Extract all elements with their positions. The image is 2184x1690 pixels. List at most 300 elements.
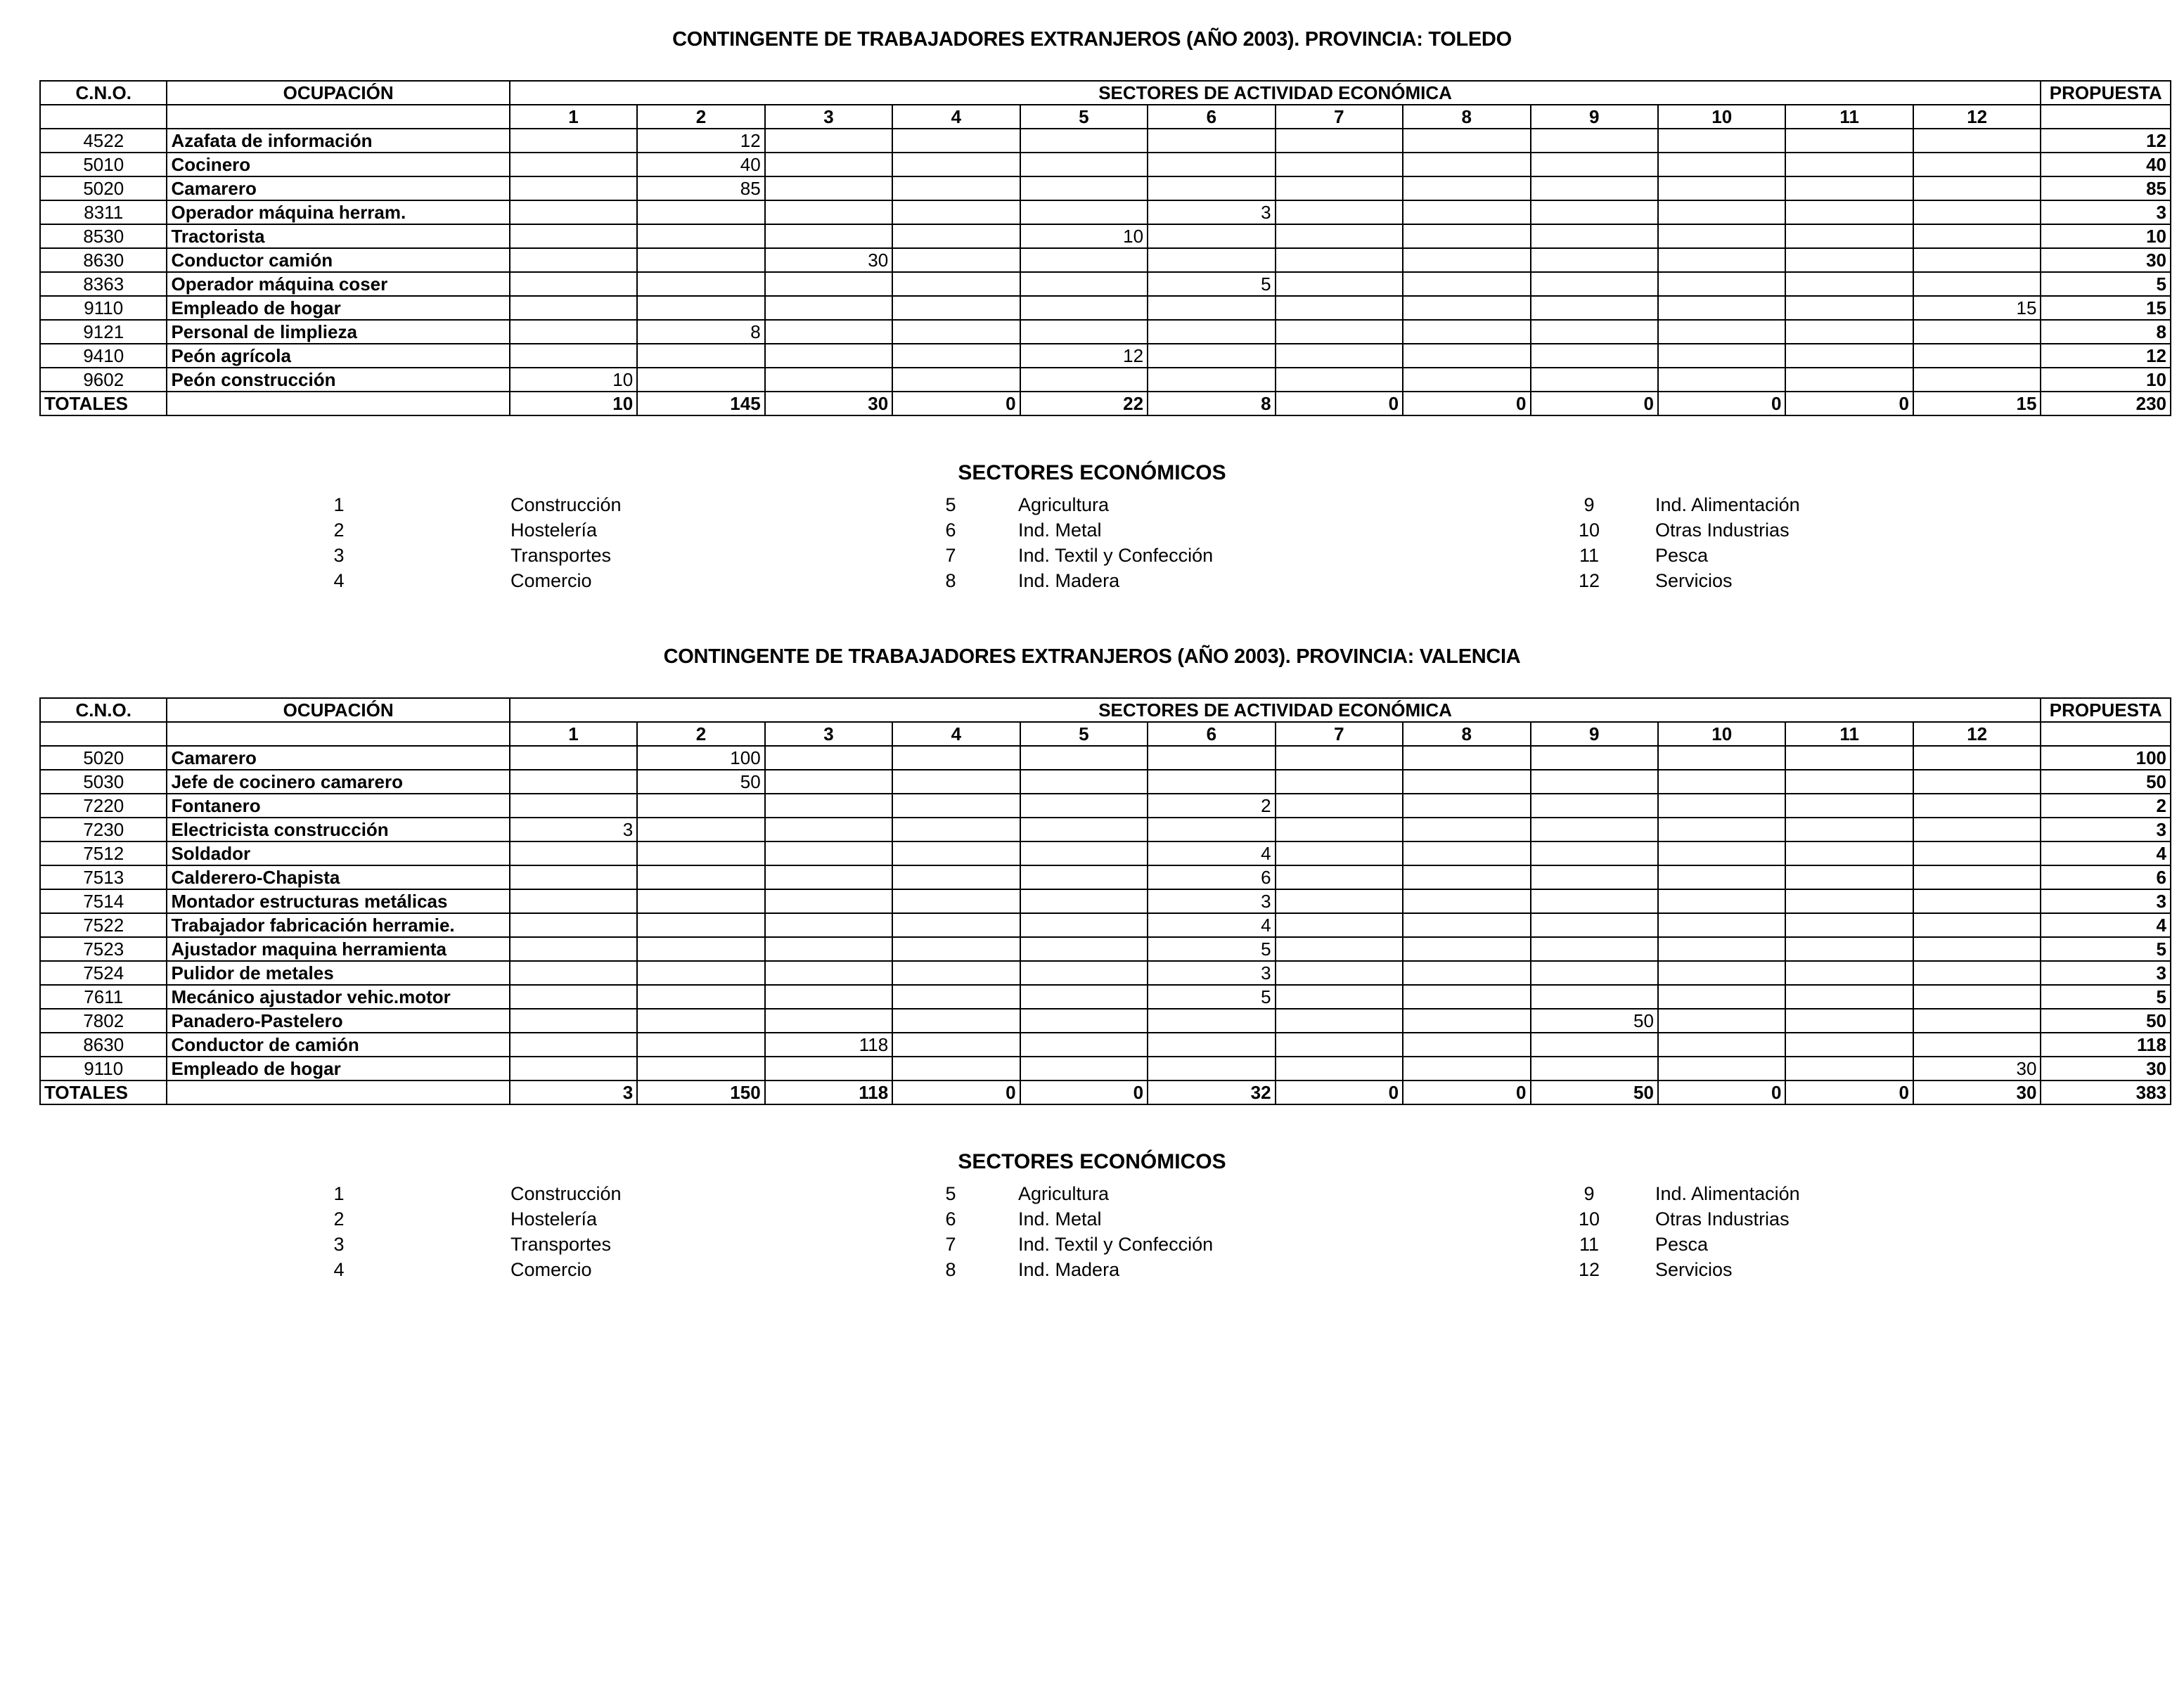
cno-cell: 7230 — [40, 818, 167, 841]
legend-sector-name: Transportes — [510, 545, 612, 566]
table-row — [40, 937, 2171, 961]
proposal-cell: 2 — [2041, 794, 2171, 818]
sector-value-cell — [1276, 746, 1403, 770]
sector-value-cell — [1658, 913, 1785, 937]
table-row — [40, 889, 2171, 913]
header-sector-number: 1 — [510, 105, 637, 129]
legend-item — [0, 492, 2184, 517]
table-row — [40, 818, 2171, 841]
sector-value-cell — [1020, 770, 1148, 794]
sector-value-cell — [1658, 129, 1785, 153]
sector-value-cell — [510, 985, 637, 1009]
cno-cell: 7802 — [40, 1009, 167, 1033]
proposal-cell: 3 — [2041, 961, 2171, 985]
totals-value-cell: 0 — [1403, 392, 1530, 415]
occupation-cell: Empleado de hogar — [167, 296, 509, 320]
sector-value-cell — [892, 770, 1020, 794]
proposal-cell: 50 — [2041, 770, 2171, 794]
sector-value-cell — [1020, 320, 1148, 344]
legend-sector-name: Ind. Madera — [1018, 570, 1120, 591]
sector-value-cell — [1403, 985, 1530, 1009]
sector-value-cell: 2 — [1148, 794, 1275, 818]
cno-cell: 7513 — [40, 865, 167, 889]
table-row — [40, 1033, 2171, 1057]
sector-value-cell — [892, 865, 1020, 889]
header-proposal: PROPUESTA — [2041, 81, 2171, 105]
sector-value-cell — [510, 153, 637, 176]
sector-value-cell — [1785, 320, 1913, 344]
header-sector-numbers-row — [40, 722, 2171, 746]
sector-value-cell — [1913, 153, 2041, 176]
sector-value-cell — [1403, 176, 1530, 200]
totals-blank — [167, 1081, 509, 1104]
totals-value-cell: 145 — [637, 392, 764, 415]
legend-sector-number: 8 — [945, 1259, 956, 1280]
totals-value-cell: 150 — [637, 1081, 764, 1104]
sector-value-cell — [1913, 272, 2041, 296]
sector-value-cell — [510, 344, 637, 368]
sector-value-cell — [765, 746, 892, 770]
occupation-cell: Camarero — [167, 746, 509, 770]
sector-value-cell: 100 — [637, 746, 764, 770]
sector-value-cell — [1403, 200, 1530, 224]
sector-value-cell — [510, 1009, 637, 1033]
occupation-cell: Operador máquina herram. — [167, 200, 509, 224]
sector-value-cell — [637, 794, 764, 818]
sector-value-cell — [1658, 200, 1785, 224]
legend-sector-name: Ind. Textil y Confección — [1018, 1234, 1214, 1255]
totals-value-cell: 22 — [1020, 392, 1148, 415]
sector-value-cell — [1531, 1057, 1658, 1081]
sector-value-cell — [1148, 224, 1275, 248]
sector-value-cell — [1913, 889, 2041, 913]
header-sector-number: 7 — [1276, 722, 1403, 746]
cno-cell: 7220 — [40, 794, 167, 818]
sector-value-cell — [1276, 153, 1403, 176]
table-row — [40, 770, 2171, 794]
sector-value-cell — [1403, 153, 1530, 176]
sector-value-cell — [1913, 176, 2041, 200]
sector-value-cell — [1020, 937, 1148, 961]
sector-value-cell — [1531, 937, 1658, 961]
legend-sector-name: Comercio — [510, 570, 592, 591]
sector-value-cell — [1785, 746, 1913, 770]
header-blank — [2041, 722, 2171, 746]
sector-value-cell — [892, 1009, 1020, 1033]
cno-cell: 7514 — [40, 889, 167, 913]
sector-value-cell: 50 — [1531, 1009, 1658, 1033]
sector-value-cell — [1148, 153, 1275, 176]
proposal-cell: 10 — [2041, 224, 2171, 248]
sector-value-cell — [1403, 746, 1530, 770]
totals-proposal-cell: 383 — [2041, 1081, 2171, 1104]
sector-value-cell: 5 — [1148, 985, 1275, 1009]
sector-value-cell — [637, 224, 764, 248]
header-sector-number: 2 — [637, 722, 764, 746]
sector-value-cell — [1913, 865, 2041, 889]
sector-value-cell — [892, 937, 1020, 961]
cno-cell: 8311 — [40, 200, 167, 224]
sector-value-cell — [1020, 1033, 1148, 1057]
sector-value-cell — [892, 176, 1020, 200]
sector-value-cell — [1531, 224, 1658, 248]
sector-value-cell — [1785, 1033, 1913, 1057]
sector-value-cell: 10 — [510, 368, 637, 392]
header-cno: C.N.O. — [40, 81, 167, 105]
sector-value-cell: 4 — [1148, 913, 1275, 937]
proposal-cell: 8 — [2041, 320, 2171, 344]
occupation-cell: Trabajador fabricación herramie. — [167, 913, 509, 937]
header-sector-number: 10 — [1658, 722, 1785, 746]
legend-item — [0, 1181, 2184, 1206]
sector-value-cell — [1020, 913, 1148, 937]
sector-value-cell — [1276, 1009, 1403, 1033]
sector-value-cell — [1658, 770, 1785, 794]
sector-value-cell — [637, 985, 764, 1009]
sector-value-cell — [1148, 746, 1275, 770]
sector-value-cell — [892, 841, 1020, 865]
sector-value-cell — [1403, 248, 1530, 272]
legend-sector-number: 5 — [945, 1183, 956, 1204]
sector-value-cell — [1020, 296, 1148, 320]
sector-value-cell: 30 — [1913, 1057, 2041, 1081]
legend-sector-name: Transportes — [510, 1234, 612, 1255]
proposal-cell: 40 — [2041, 153, 2171, 176]
sector-value-cell — [1658, 344, 1785, 368]
sector-value-cell — [1531, 865, 1658, 889]
proposal-cell: 10 — [2041, 368, 2171, 392]
sector-value-cell — [1020, 272, 1148, 296]
proposal-cell: 30 — [2041, 248, 2171, 272]
sector-value-cell — [1276, 129, 1403, 153]
sector-value-cell — [1276, 1057, 1403, 1081]
sector-value-cell: 118 — [765, 1033, 892, 1057]
sector-value-cell — [1785, 129, 1913, 153]
sector-value-cell: 5 — [1148, 272, 1275, 296]
sector-value-cell — [1020, 1009, 1148, 1033]
sector-value-cell — [892, 296, 1020, 320]
sector-value-cell — [1785, 1009, 1913, 1033]
header-blank — [167, 105, 509, 129]
sector-value-cell — [637, 1033, 764, 1057]
sector-value-cell — [637, 272, 764, 296]
contingent-table-toledo — [39, 80, 2171, 416]
sector-value-cell — [1531, 296, 1658, 320]
sector-value-cell — [892, 746, 1020, 770]
sector-value-cell — [765, 129, 892, 153]
sector-value-cell — [1148, 248, 1275, 272]
sector-value-cell — [637, 913, 764, 937]
sector-value-cell — [1785, 153, 1913, 176]
occupation-cell: Montador estructuras metálicas — [167, 889, 509, 913]
sector-value-cell — [1913, 985, 2041, 1009]
legend-sector-number: 2 — [333, 1208, 345, 1230]
legend-sector-number: 8 — [945, 570, 956, 591]
sector-value-cell — [1785, 937, 1913, 961]
sector-value-cell — [1403, 224, 1530, 248]
totals-value-cell: 0 — [1276, 392, 1403, 415]
legend-sector-name: Otras Industrias — [1655, 1208, 1790, 1230]
sector-value-cell — [765, 1057, 892, 1081]
sector-value-cell — [510, 889, 637, 913]
sector-value-cell — [1148, 176, 1275, 200]
occupation-cell: Fontanero — [167, 794, 509, 818]
sector-value-cell — [892, 818, 1020, 841]
sector-value-cell — [1276, 985, 1403, 1009]
sector-value-cell — [1403, 937, 1530, 961]
sector-value-cell — [510, 841, 637, 865]
header-sector-number: 11 — [1785, 722, 1913, 746]
sector-value-cell — [1658, 961, 1785, 985]
header-row — [40, 81, 2171, 105]
legend-sector-number: 3 — [333, 545, 345, 566]
sector-value-cell — [1403, 794, 1530, 818]
sector-value-cell: 50 — [637, 770, 764, 794]
sector-value-cell — [765, 176, 892, 200]
header-sector-number: 9 — [1531, 105, 1658, 129]
sector-value-cell — [1658, 841, 1785, 865]
header-sector-number: 12 — [1913, 105, 2041, 129]
sector-value-cell — [1785, 296, 1913, 320]
legend-sector-name: Agricultura — [1018, 494, 1110, 515]
proposal-cell: 5 — [2041, 272, 2171, 296]
sector-value-cell — [1785, 272, 1913, 296]
sector-value-cell — [1531, 129, 1658, 153]
sector-value-cell — [1276, 176, 1403, 200]
sector-value-cell — [510, 296, 637, 320]
header-sectors: SECTORES DE ACTIVIDAD ECONÓMICA — [510, 698, 2041, 722]
header-sector-number: 4 — [892, 722, 1020, 746]
sector-value-cell — [637, 961, 764, 985]
occupation-cell: Peón agrícola — [167, 344, 509, 368]
sector-value-cell — [1531, 344, 1658, 368]
occupation-cell: Conductor de camión — [167, 1033, 509, 1057]
totals-proposal-cell: 230 — [2041, 392, 2171, 415]
sector-value-cell — [510, 248, 637, 272]
sector-value-cell — [637, 1057, 764, 1081]
sector-value-cell — [510, 794, 637, 818]
legend-title-toledo: SECTORES ECONÓMICOS — [958, 461, 1226, 484]
sector-value-cell — [1148, 1057, 1275, 1081]
sector-value-cell — [1658, 985, 1785, 1009]
cno-cell: 7512 — [40, 841, 167, 865]
sector-value-cell — [1658, 794, 1785, 818]
sector-value-cell — [1913, 937, 2041, 961]
sector-value-cell — [637, 937, 764, 961]
sector-value-cell — [1658, 224, 1785, 248]
occupation-cell: Camarero — [167, 176, 509, 200]
sector-value-cell — [1658, 889, 1785, 913]
sector-value-cell — [765, 794, 892, 818]
sector-value-cell — [1020, 794, 1148, 818]
contingent-table-valencia — [39, 697, 2171, 1105]
legend-sector-number: 4 — [333, 1259, 345, 1280]
legend-item — [0, 517, 2184, 543]
sector-value-cell — [1913, 841, 2041, 865]
sector-value-cell: 8 — [637, 320, 764, 344]
table-row — [40, 865, 2171, 889]
sector-value-cell — [1785, 889, 1913, 913]
sector-value-cell: 4 — [1148, 841, 1275, 865]
legend-sector-number: 12 — [1578, 570, 1600, 591]
sector-value-cell: 6 — [1148, 865, 1275, 889]
sector-value-cell — [765, 320, 892, 344]
legend-sector-number: 6 — [945, 520, 956, 541]
sector-value-cell — [1913, 224, 2041, 248]
totals-value-cell: 0 — [1020, 1081, 1148, 1104]
sector-value-cell — [892, 1057, 1020, 1081]
cno-cell: 8630 — [40, 248, 167, 272]
header-sector-number: 10 — [1658, 105, 1785, 129]
sector-value-cell — [1531, 272, 1658, 296]
sector-value-cell — [892, 129, 1020, 153]
sector-value-cell — [765, 937, 892, 961]
sector-value-cell — [637, 889, 764, 913]
sector-value-cell — [1913, 913, 2041, 937]
sector-value-cell: 3 — [1148, 200, 1275, 224]
sector-value-cell — [637, 248, 764, 272]
occupation-cell: Jefe de cocinero camarero — [167, 770, 509, 794]
header-sector-number: 5 — [1020, 105, 1148, 129]
sector-value-cell — [1020, 368, 1148, 392]
sector-value-cell — [510, 961, 637, 985]
totals-row — [40, 1081, 2171, 1104]
sector-value-cell — [892, 153, 1020, 176]
sector-value-cell — [765, 200, 892, 224]
proposal-cell: 100 — [2041, 746, 2171, 770]
sector-value-cell — [1531, 770, 1658, 794]
sector-value-cell — [1403, 841, 1530, 865]
sector-value-cell — [765, 913, 892, 937]
legend-item — [0, 543, 2184, 568]
legend-sector-name: Otras Industrias — [1655, 520, 1790, 541]
sector-value-cell — [1531, 153, 1658, 176]
totals-value-cell: 0 — [1531, 392, 1658, 415]
sector-value-cell — [1020, 889, 1148, 913]
header-sector-number: 9 — [1531, 722, 1658, 746]
sector-value-cell — [1276, 1033, 1403, 1057]
header-blank — [2041, 105, 2171, 129]
sector-value-cell — [510, 320, 637, 344]
totals-value-cell: 30 — [765, 392, 892, 415]
cno-cell: 5030 — [40, 770, 167, 794]
cno-cell: 8530 — [40, 224, 167, 248]
cno-cell: 5010 — [40, 153, 167, 176]
legend-sector-number: 10 — [1578, 520, 1600, 541]
sector-value-cell — [1658, 937, 1785, 961]
table-row — [40, 344, 2171, 368]
sector-value-cell — [510, 746, 637, 770]
sector-value-cell — [1913, 129, 2041, 153]
occupation-cell: Operador máquina coser — [167, 272, 509, 296]
table-row — [40, 176, 2171, 200]
totals-value-cell: 0 — [892, 392, 1020, 415]
sector-value-cell — [1658, 1057, 1785, 1081]
sector-value-cell — [1531, 200, 1658, 224]
sector-value-cell — [765, 889, 892, 913]
totals-value-cell: 0 — [1658, 1081, 1785, 1104]
sector-value-cell — [1658, 1009, 1785, 1033]
header-sector-number: 4 — [892, 105, 1020, 129]
sector-value-cell — [765, 865, 892, 889]
sector-value-cell — [1403, 129, 1530, 153]
sector-value-cell — [1020, 841, 1148, 865]
sector-value-cell — [510, 865, 637, 889]
sector-value-cell — [1531, 818, 1658, 841]
legend-sector-name: Ind. Alimentación — [1655, 494, 1800, 515]
sector-value-cell — [1403, 320, 1530, 344]
sector-value-cell — [1785, 865, 1913, 889]
sector-value-cell — [1148, 818, 1275, 841]
sector-value-cell — [1913, 248, 2041, 272]
sector-value-cell — [510, 200, 637, 224]
occupation-cell: Azafata de información — [167, 129, 509, 153]
sector-value-cell — [1785, 344, 1913, 368]
header-sector-number: 3 — [765, 722, 892, 746]
totals-value-cell: 0 — [1276, 1081, 1403, 1104]
sector-value-cell — [510, 937, 637, 961]
sector-value-cell — [1658, 176, 1785, 200]
sector-value-cell: 5 — [1148, 937, 1275, 961]
sector-value-cell: 3 — [510, 818, 637, 841]
proposal-cell: 4 — [2041, 841, 2171, 865]
sector-value-cell — [892, 200, 1020, 224]
sector-value-cell — [1531, 794, 1658, 818]
table-row — [40, 200, 2171, 224]
cno-cell: 5020 — [40, 746, 167, 770]
sector-value-cell — [1531, 889, 1658, 913]
sector-value-cell — [1785, 985, 1913, 1009]
sector-value-cell — [1403, 865, 1530, 889]
sector-value-cell — [510, 913, 637, 937]
sector-value-cell — [1913, 1033, 2041, 1057]
sector-value-cell — [765, 296, 892, 320]
sector-value-cell — [1531, 176, 1658, 200]
occupation-cell: Panadero-Pastelero — [167, 1009, 509, 1033]
header-sectors: SECTORES DE ACTIVIDAD ECONÓMICA — [510, 81, 2041, 105]
proposal-cell: 5 — [2041, 985, 2171, 1009]
sector-value-cell — [1785, 818, 1913, 841]
legend-sector-name: Construcción — [510, 494, 622, 515]
occupation-cell: Ajustador maquina herramienta — [167, 937, 509, 961]
sector-value-cell — [1148, 296, 1275, 320]
table-row — [40, 1057, 2171, 1081]
sector-value-cell — [510, 129, 637, 153]
sector-value-cell — [1658, 272, 1785, 296]
legend-sector-number: 7 — [945, 545, 956, 566]
sector-value-cell — [510, 1033, 637, 1057]
sector-value-cell — [1403, 272, 1530, 296]
occupation-cell: Conductor camión — [167, 248, 509, 272]
totals-value-cell: 15 — [1913, 392, 2041, 415]
sector-value-cell — [765, 770, 892, 794]
legend-sector-name: Ind. Metal — [1018, 520, 1102, 541]
sector-value-cell — [1785, 1057, 1913, 1081]
totals-row — [40, 392, 2171, 415]
sector-value-cell — [510, 176, 637, 200]
sector-value-cell — [1658, 818, 1785, 841]
header-sector-number: 12 — [1913, 722, 2041, 746]
header-sector-number: 11 — [1785, 105, 1913, 129]
proposal-cell: 12 — [2041, 129, 2171, 153]
sector-value-cell: 12 — [1020, 344, 1148, 368]
sector-value-cell — [1020, 818, 1148, 841]
sector-value-cell — [637, 344, 764, 368]
sector-value-cell: 12 — [637, 129, 764, 153]
proposal-cell: 6 — [2041, 865, 2171, 889]
occupation-cell: Calderero-Chapista — [167, 865, 509, 889]
sector-value-cell — [1785, 913, 1913, 937]
